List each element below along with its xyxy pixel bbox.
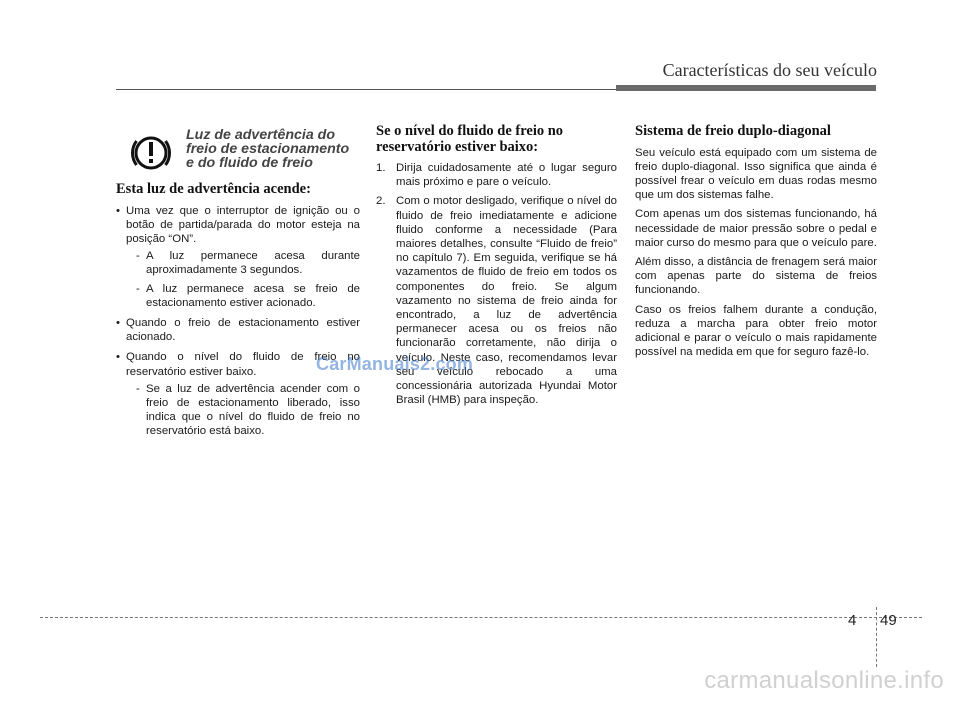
sub-item-text: A luz permanece acesa durante aproximadamente 3 segundos. <box>146 250 360 277</box>
section-heading: Esta luz de advertência acende: <box>116 181 311 197</box>
paragraph: Seu veículo está equipado com um sistema de freio duplo-diagonal. Isso significa que ainda é possível frear o veículo em duas rodas mesmo que um dos sistemas falhe. <box>635 146 877 202</box>
header-rule <box>116 89 616 90</box>
sub-marker: - <box>136 382 140 395</box>
bullet-marker: • <box>116 351 120 364</box>
header-title: Características do seu veículo <box>662 60 877 80</box>
sub-marker: - <box>136 282 140 295</box>
sub-item <box>126 382 360 439</box>
warning-title-line: e do fluido de freio <box>186 155 313 171</box>
sub-item <box>126 249 360 277</box>
list-item <box>116 204 360 310</box>
bullet-marker: • <box>116 316 120 329</box>
brake-warning-icon <box>128 130 174 176</box>
list-item <box>116 316 360 344</box>
sub-list <box>126 249 360 310</box>
warning-title-line: Luz de advertência do <box>186 127 336 143</box>
sub-marker: - <box>136 250 140 263</box>
sub-item-text: Se a luz de advertência acender com o freio de estacionamento liberado, isso indica que o nível do fluido de freio no reservatório está baixo. <box>146 382 360 438</box>
column-warning-light <box>116 124 360 445</box>
bullet-marker: • <box>116 204 120 217</box>
bullet-list <box>116 204 360 439</box>
sub-item <box>126 282 360 310</box>
page-number: 49 <box>880 612 897 629</box>
section-heading: Se o nível do fluido de freio no reservatório estiver baixo: <box>376 123 564 155</box>
warning-title-line: freio de estacionamento <box>186 141 350 157</box>
list-item-text: Quando o freio de estacionamento estiver acionado. <box>126 316 360 344</box>
header-rule-thick <box>616 85 876 91</box>
column-dual-diagonal <box>635 124 877 364</box>
list-item <box>376 161 617 189</box>
paragraph: Além disso, a distância de frenagem será maior com apenas parte do sistema de freios funcionando. <box>635 255 877 297</box>
warning-header <box>116 124 360 176</box>
step-text: Com o motor desligado, verifique o nível do fluido de freio imediatamente e adicione fluido conforme a necessidade (Para maiores detalhes, consulte “Fluido de freio” no capítulo 7). Em seguida, verifique se há vazamentos de fluido de freio em todos os componentes do freio. Se algum vazamento no sistema de freio ainda for encontrado, a luz de advertência permanecer acesa ou os freios não funcionarão corretamente, não dirija o veículo. Neste caso, recomendamos levar seu veículo rebocado a uma concessionária autorizada Hyundai Motor Brasil (HMB) para inspeção. <box>396 195 617 407</box>
watermark: CarManuals2.com <box>316 354 474 374</box>
footer-divider <box>876 607 877 667</box>
section-heading: Sistema de freio duplo-diagonal <box>635 123 831 139</box>
step-text: Dirija cuidadosamente até o lugar seguro mais próximo e pare o veículo. <box>396 162 617 189</box>
paragraph: Caso os freios falhem durante a condução, reduza a marcha para obter freio motor adicional e parar o veículo o mais rapidamente possível na medida em que for seguro fazê-lo. <box>635 303 877 359</box>
warning-title <box>186 128 349 170</box>
chapter-number: 4 <box>848 612 857 629</box>
paragraph: Com apenas um dos sistemas funcionando, há necessidade de maior pressão sobre o pedal e maior curso do mesmo para que o veículo pare. <box>635 208 877 249</box>
sub-list <box>126 382 360 439</box>
step-number: 2. <box>376 195 386 208</box>
list-item-text: Quando o nível do fluido de freio no reservatório estiver baixo. <box>126 351 360 378</box>
step-number: 1. <box>376 162 386 174</box>
footer-url: carmanualsonline.info <box>704 667 944 694</box>
sub-item-text: A luz permanece acesa se freio de estacionamento estiver acionado. <box>146 282 360 309</box>
list-item-text: Uma vez que o interruptor de ignição ou o botão de partida/parada do motor esteja na posição “ON”. <box>126 204 360 245</box>
footer-rule <box>40 617 922 618</box>
list-item <box>376 194 617 407</box>
